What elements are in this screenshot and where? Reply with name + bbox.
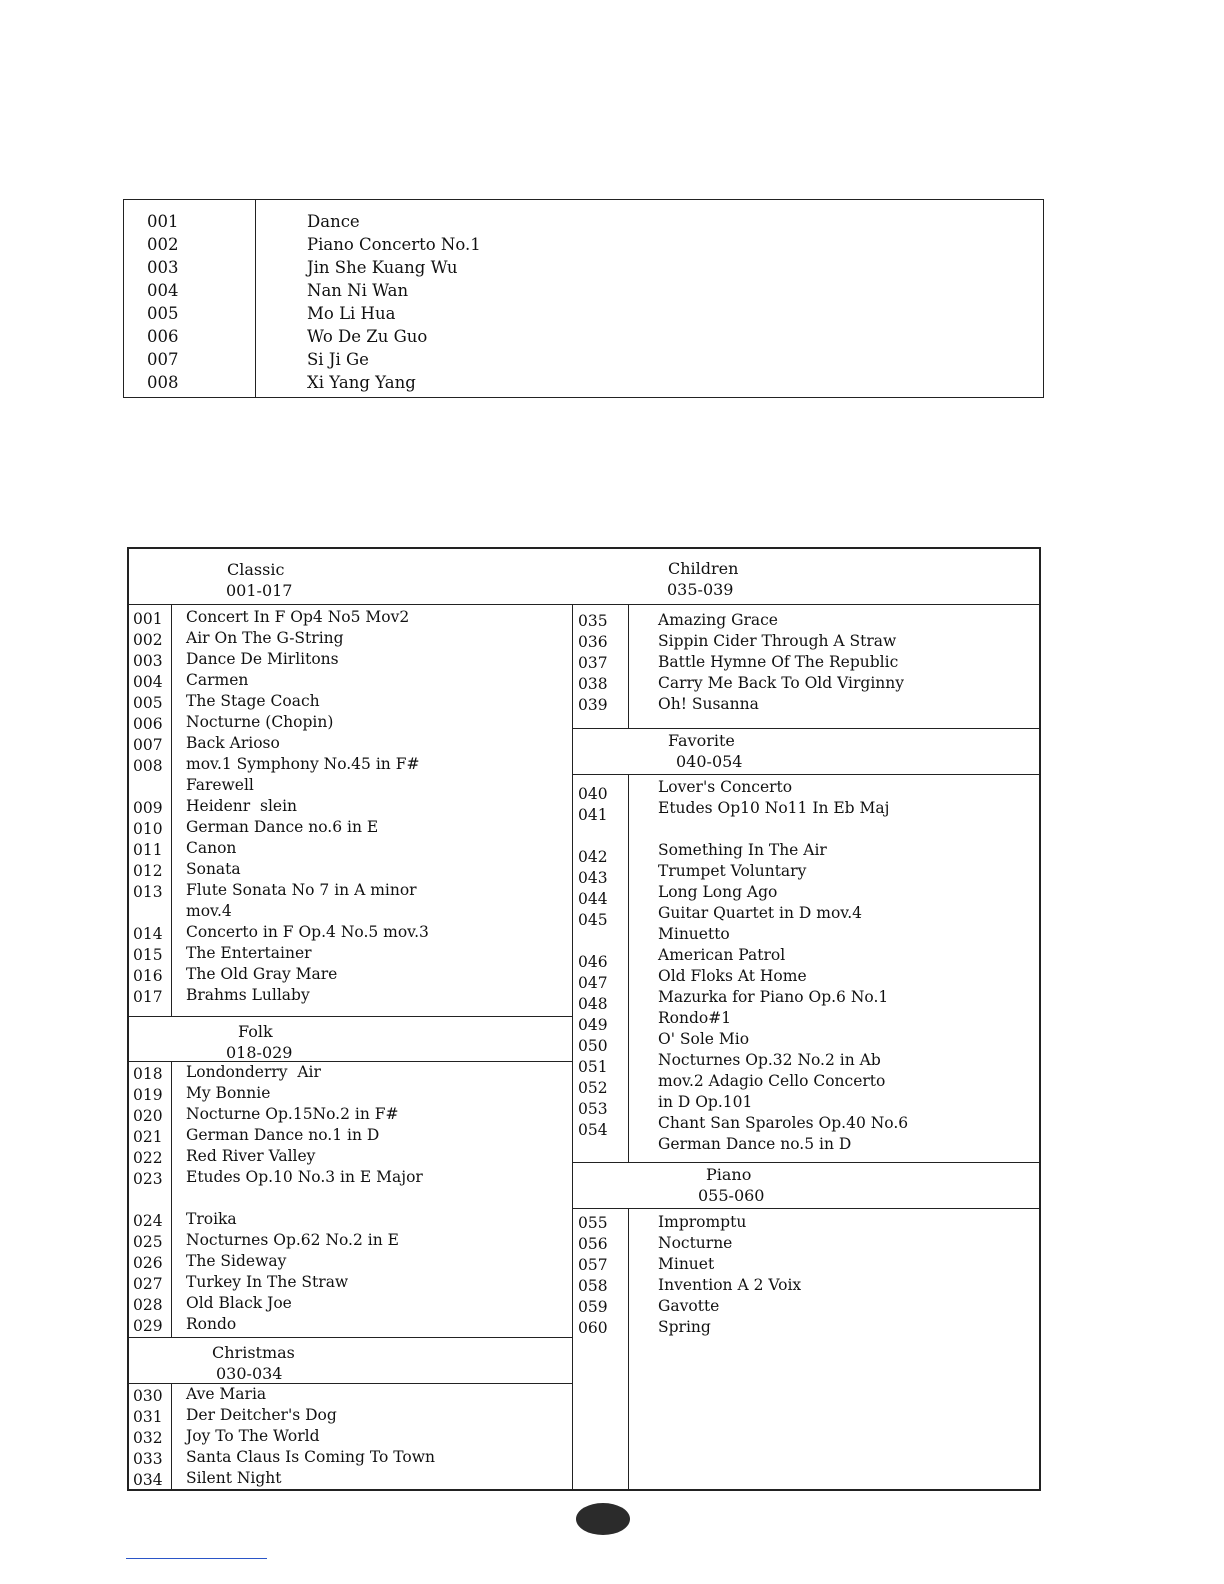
demo-song-number: 002 — [147, 235, 179, 254]
piano-song-name: Invention A 2 Voix — [658, 1276, 802, 1294]
favorite-song-name: German Dance no.5 in D — [658, 1135, 852, 1153]
classic-song-number: 010 — [133, 820, 163, 838]
favorite-song-number: 054 — [578, 1121, 608, 1139]
classic-song-name: Carmen — [186, 671, 249, 689]
christmas-song-name: Santa Claus Is Coming To Town — [186, 1448, 435, 1466]
children-song-name: Amazing Grace — [658, 611, 778, 629]
folk-title: Folk — [238, 1022, 273, 1041]
demo-song-name: Si Ji Ge — [307, 350, 369, 369]
children-song-number: 036 — [578, 633, 608, 651]
christmas-song-number: 034 — [133, 1471, 163, 1489]
christmas-song-name: Ave Maria — [186, 1385, 267, 1403]
classic-song-number: 011 — [133, 841, 163, 859]
demo-song-table — [123, 199, 1044, 398]
favorite-song-name: Something In The Air — [658, 841, 827, 859]
classic-song-number: 003 — [133, 652, 163, 670]
favorite-song-number: 051 — [578, 1058, 608, 1076]
demo-song-row — [124, 256, 1043, 279]
demo-song-name: Mo Li Hua — [307, 304, 396, 323]
favorite-song-number: 050 — [578, 1037, 608, 1055]
piano-title: Piano — [706, 1165, 752, 1184]
classic-song-name: The Entertainer — [186, 944, 312, 962]
classic-song-name: Dance De Mirlitons — [186, 650, 339, 668]
classic-song-name: Sonata — [186, 860, 241, 878]
favorite-song-name: American Patrol — [658, 946, 786, 964]
christmas-song-number: 030 — [133, 1387, 163, 1405]
classic-song-name: Concerto in F Op.4 No.5 mov.3 — [186, 923, 429, 941]
demo-song-row — [124, 279, 1043, 302]
folk-song-number: 019 — [133, 1086, 163, 1104]
piano-song-number: 058 — [578, 1277, 608, 1295]
demo-song-number: 001 — [147, 212, 179, 231]
folk-song-number: 018 — [133, 1065, 163, 1083]
folk-song-name: Rondo — [186, 1315, 237, 1333]
folk-song-name: Old Black Joe — [186, 1294, 292, 1312]
folk-song-name: Turkey In The Straw — [186, 1273, 349, 1291]
folk-song-name: German Dance no.1 in D — [186, 1126, 380, 1144]
piano-song-name: Minuet — [658, 1255, 715, 1273]
folk-song-number: 022 — [133, 1149, 163, 1167]
children-song-number: 035 — [578, 612, 608, 630]
folk-song-number: 029 — [133, 1317, 163, 1335]
classic-range: 001-017 — [226, 581, 293, 600]
folk-song-name: Nocturne Op.15No.2 in F# — [186, 1105, 399, 1123]
piano-song-number: 059 — [578, 1298, 608, 1316]
children-song-name: Sippin Cider Through A Straw — [658, 632, 897, 650]
demo-song-name: Piano Concerto No.1 — [307, 235, 481, 254]
demo-song-number: 008 — [147, 373, 179, 392]
demo-song-row — [124, 210, 1043, 233]
children-song-number: 039 — [578, 696, 608, 714]
classic-song-name: Heidenr slein — [186, 797, 298, 815]
demo-song-row — [124, 233, 1043, 256]
demo-song-name: Jin She Kuang Wu — [307, 258, 458, 277]
classic-song-number: 009 — [133, 799, 163, 817]
folk-song-name: Nocturnes Op.62 No.2 in E — [186, 1231, 399, 1249]
favorite-song-number: 047 — [578, 974, 608, 992]
demo-song-name: Dance — [307, 212, 360, 231]
piano-range: 055-060 — [698, 1186, 765, 1205]
piano-song-name: Impromptu — [658, 1213, 747, 1231]
demo-song-number: 005 — [147, 304, 179, 323]
classic-song-name: Canon — [186, 839, 237, 857]
christmas-song-name: Der Deitcher's Dog — [186, 1406, 337, 1424]
favorite-song-name: mov.2 Adagio Cello Concerto — [658, 1072, 886, 1090]
classic-song-name: The Old Gray Mare — [186, 965, 338, 983]
favorite-song-name: Nocturnes Op.32 No.2 in Ab — [658, 1051, 881, 1069]
demo-song-number: 003 — [147, 258, 179, 277]
folk-song-name: Londonderry Air — [186, 1063, 321, 1081]
favorite-song-name: Long Long Ago — [658, 883, 778, 901]
piano-song-name: Gavotte — [658, 1297, 720, 1315]
classic-song-name: Concert In F Op4 No5 Mov2 — [186, 608, 410, 626]
classic-song-number: 013 — [133, 883, 163, 901]
demo-song-row — [124, 325, 1043, 348]
classic-song-name: Back Arioso — [186, 734, 280, 752]
favorite-song-number: 053 — [578, 1100, 608, 1118]
folk-song-number: 021 — [133, 1128, 163, 1146]
folk-song-number: 020 — [133, 1107, 163, 1125]
favorite-song-number: 046 — [578, 953, 608, 971]
classic-song-name: Brahms Lullaby — [186, 986, 310, 1004]
demo-song-row — [124, 348, 1043, 371]
classic-song-name: mov.1 Symphony No.45 in F# — [186, 755, 420, 773]
header-rule — [129, 604, 1039, 605]
folk-song-number: 026 — [133, 1254, 163, 1272]
piano-song-name: Nocturne — [658, 1234, 733, 1252]
favorite-song-number: 045 — [578, 911, 608, 929]
piano-song-number: 060 — [578, 1319, 608, 1337]
favorite-song-name: Old Floks At Home — [658, 967, 807, 985]
piano-song-number: 055 — [578, 1214, 608, 1232]
favorite-song-number: 042 — [578, 848, 608, 866]
christmas-song-number: 033 — [133, 1450, 163, 1468]
favorite-song-name: Minuetto — [658, 925, 730, 943]
demo-song-number: 006 — [147, 327, 179, 346]
piano-header-bottom-rule — [572, 1208, 1039, 1209]
classic-song-number: 008 — [133, 757, 163, 775]
folk-song-number: 025 — [133, 1233, 163, 1251]
classic-song-name: The Stage Coach — [186, 692, 320, 710]
favorite-song-name: Mazurka for Piano Op.6 No.1 — [658, 988, 889, 1006]
classic-song-name: Nocturne (Chopin) — [186, 713, 334, 731]
favorite-song-name: in D Op.101 — [658, 1093, 753, 1111]
folk-song-name: Troika — [186, 1210, 237, 1228]
favorite-song-name: Lover's Concerto — [658, 778, 793, 796]
demo-song-name: Wo De Zu Guo — [307, 327, 428, 346]
children-song-number: 038 — [578, 675, 608, 693]
folk-song-number: 027 — [133, 1275, 163, 1293]
children-title: Children — [668, 559, 739, 578]
song-list-table — [127, 547, 1041, 1491]
christmas-song-name: Silent Night — [186, 1469, 282, 1487]
classic-song-number: 017 — [133, 988, 163, 1006]
classic-song-number: 005 — [133, 694, 163, 712]
classic-song-name: Air On The G-String — [186, 629, 344, 647]
folk-header-cell — [129, 1017, 572, 1061]
christmas-song-name: Joy To The World — [186, 1427, 320, 1445]
classic-song-number: 016 — [133, 967, 163, 985]
classic-song-name: Farewell — [186, 776, 254, 794]
favorite-song-name: O' Sole Mio — [658, 1030, 750, 1048]
favorite-song-name: Etudes Op10 No11 In Eb Maj — [658, 799, 890, 817]
favorite-song-number: 041 — [578, 806, 608, 824]
piano-song-number: 057 — [578, 1256, 608, 1274]
folk-song-name: Red River Valley — [186, 1147, 316, 1165]
folk-song-name: My Bonnie — [186, 1084, 271, 1102]
demo-song-number: 007 — [147, 350, 179, 369]
favorite-song-name: Rondo#1 — [658, 1009, 732, 1027]
favorite-song-name: Trumpet Voluntary — [658, 862, 807, 880]
christmas-song-number: 032 — [133, 1429, 163, 1447]
piano-header-cell — [574, 1163, 1039, 1208]
folk-song-number: 023 — [133, 1170, 163, 1188]
favorite-range: 040-054 — [676, 752, 743, 771]
favorite-song-name: Chant San Sparoles Op.40 No.6 — [658, 1114, 909, 1132]
classic-title: Classic — [227, 560, 285, 579]
classic-song-number: 007 — [133, 736, 163, 754]
folk-song-name: Etudes Op.10 No.3 in E Major — [186, 1168, 423, 1186]
children-song-name: Carry Me Back To Old Virginny — [658, 674, 905, 692]
folk-range: 018-029 — [226, 1043, 293, 1062]
favorite-song-number: 052 — [578, 1079, 608, 1097]
classic-song-name: mov.4 — [186, 902, 232, 920]
children-song-name: Oh! Susanna — [658, 695, 759, 713]
favorite-header-bottom-rule — [572, 774, 1039, 775]
favorite-title: Favorite — [668, 731, 735, 750]
classic-song-name: German Dance no.6 in E — [186, 818, 379, 836]
demo-song-number: 004 — [147, 281, 179, 300]
christmas-song-number: 031 — [133, 1408, 163, 1426]
classic-song-number: 006 — [133, 715, 163, 733]
favorite-song-name: Guitar Quartet in D mov.4 — [658, 904, 862, 922]
christmas-header-cell — [129, 1338, 572, 1383]
children-range: 035-039 — [667, 580, 734, 599]
piano-song-number: 056 — [578, 1235, 608, 1253]
footnote-rule — [126, 1558, 267, 1559]
demo-song-row — [124, 302, 1043, 325]
folk-song-number: 024 — [133, 1212, 163, 1230]
demo-song-row — [124, 371, 1043, 394]
demo-song-name: Xi Yang Yang — [307, 373, 416, 392]
classic-song-number: 014 — [133, 925, 163, 943]
christmas-title: Christmas — [212, 1343, 295, 1362]
favorite-song-number: 044 — [578, 890, 608, 908]
favorite-song-number: 049 — [578, 1016, 608, 1034]
favorite-song-number: 043 — [578, 869, 608, 887]
classic-song-number: 002 — [133, 631, 163, 649]
piano-song-name: Spring — [658, 1318, 711, 1336]
favorite-song-number: 040 — [578, 785, 608, 803]
favorite-song-number: 048 — [578, 995, 608, 1013]
children-song-name: Battle Hymne Of The Republic — [658, 653, 899, 671]
folk-song-number: 028 — [133, 1296, 163, 1314]
children-song-number: 037 — [578, 654, 608, 672]
center-divider — [572, 604, 573, 1489]
classic-song-number: 012 — [133, 862, 163, 880]
classic-song-number: 015 — [133, 946, 163, 964]
folk-song-name: The Sideway — [186, 1252, 287, 1270]
classic-song-number: 001 — [133, 610, 163, 628]
page-number-badge — [576, 1503, 630, 1535]
christmas-range: 030-034 — [216, 1364, 283, 1383]
demo-song-name: Nan Ni Wan — [307, 281, 409, 300]
favorite-header-cell — [574, 729, 1039, 774]
classic-song-name: Flute Sonata No 7 in A minor — [186, 881, 417, 899]
classic-song-number: 004 — [133, 673, 163, 691]
